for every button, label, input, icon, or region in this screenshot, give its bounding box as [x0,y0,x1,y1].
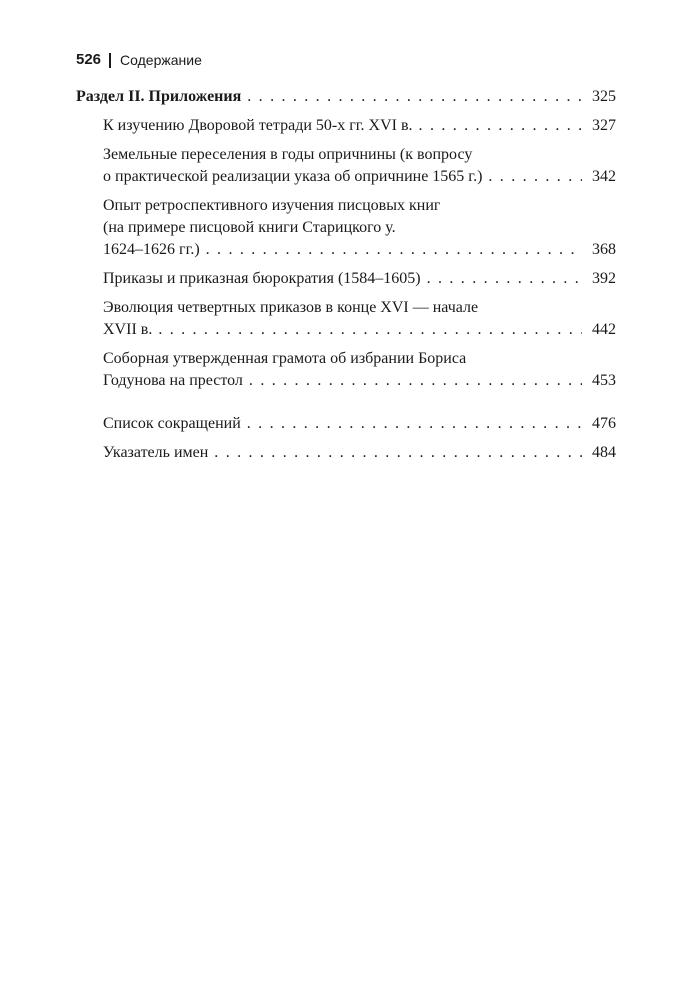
toc-page-number: 453 [592,372,616,389]
toc-entry-name-index[interactable] [76,442,616,464]
dot-leader [419,115,582,137]
page-number: 526 [76,51,102,68]
toc-entry-title: Приказы и приказная бюрократия (1584–1605) [103,270,421,287]
toc-page-number: 342 [592,168,616,185]
table-of-contents [76,86,616,471]
toc-entry-title-line: Соборная утвержденная грамота об избрании Бориса [103,350,467,367]
dot-leader [247,86,582,108]
header-separator [109,53,111,68]
toc-entry-title-line: Годунова на престол [103,372,243,389]
toc-entry[interactable] [76,115,616,137]
toc-entry-title-line: Опыт ретроспективного изучения писцовых книг [103,197,441,214]
toc-section-title: Раздел II. Приложения [76,88,242,105]
toc-entry-title-line: XVII в. [103,321,153,338]
toc-entry[interactable] [76,195,616,261]
toc-entry[interactable] [76,268,616,290]
dot-leader [158,319,582,341]
toc-entry[interactable] [76,348,616,392]
toc-entry-title-line: (на примере писцовой книги Старицкого у. [103,219,396,236]
toc-section-heading[interactable] [76,86,616,108]
toc-page-number: 476 [592,415,616,432]
toc-entry-title: К изучению Дворовой тетради 50-х гг. XVI в. [103,117,413,134]
toc-page-number: 442 [592,321,616,338]
toc-entry-abbreviations[interactable] [76,413,616,435]
dot-leader [247,413,582,435]
dot-leader [427,268,582,290]
toc-entry[interactable] [76,144,616,188]
toc-entry-title-line: 1624–1626 гг.) [103,241,200,258]
dot-leader [249,370,582,392]
toc-entry-title: Список сокращений [103,415,241,432]
toc-entry-title-line: Эволюция четвертных приказов в конце XVI — начале [103,299,479,316]
dot-leader [206,239,582,261]
running-title: Содержание [120,52,202,68]
running-head [76,50,202,70]
toc-entry-title-line: Земельные переселения в годы опричнины (к вопросу [103,146,473,163]
dot-leader [488,166,582,188]
toc-entry[interactable] [76,297,616,341]
toc-page-number: 327 [592,117,616,134]
toc-page-number: 392 [592,270,616,287]
toc-page-number: 325 [592,88,616,105]
toc-page-number: 484 [592,444,616,461]
toc-entry-title-line: о практической реализации указа об опричнине 1565 г.) [103,168,483,185]
toc-entry-title: Указатель имен [103,444,209,461]
toc-page-number: 368 [592,241,616,258]
dot-leader [214,442,582,464]
